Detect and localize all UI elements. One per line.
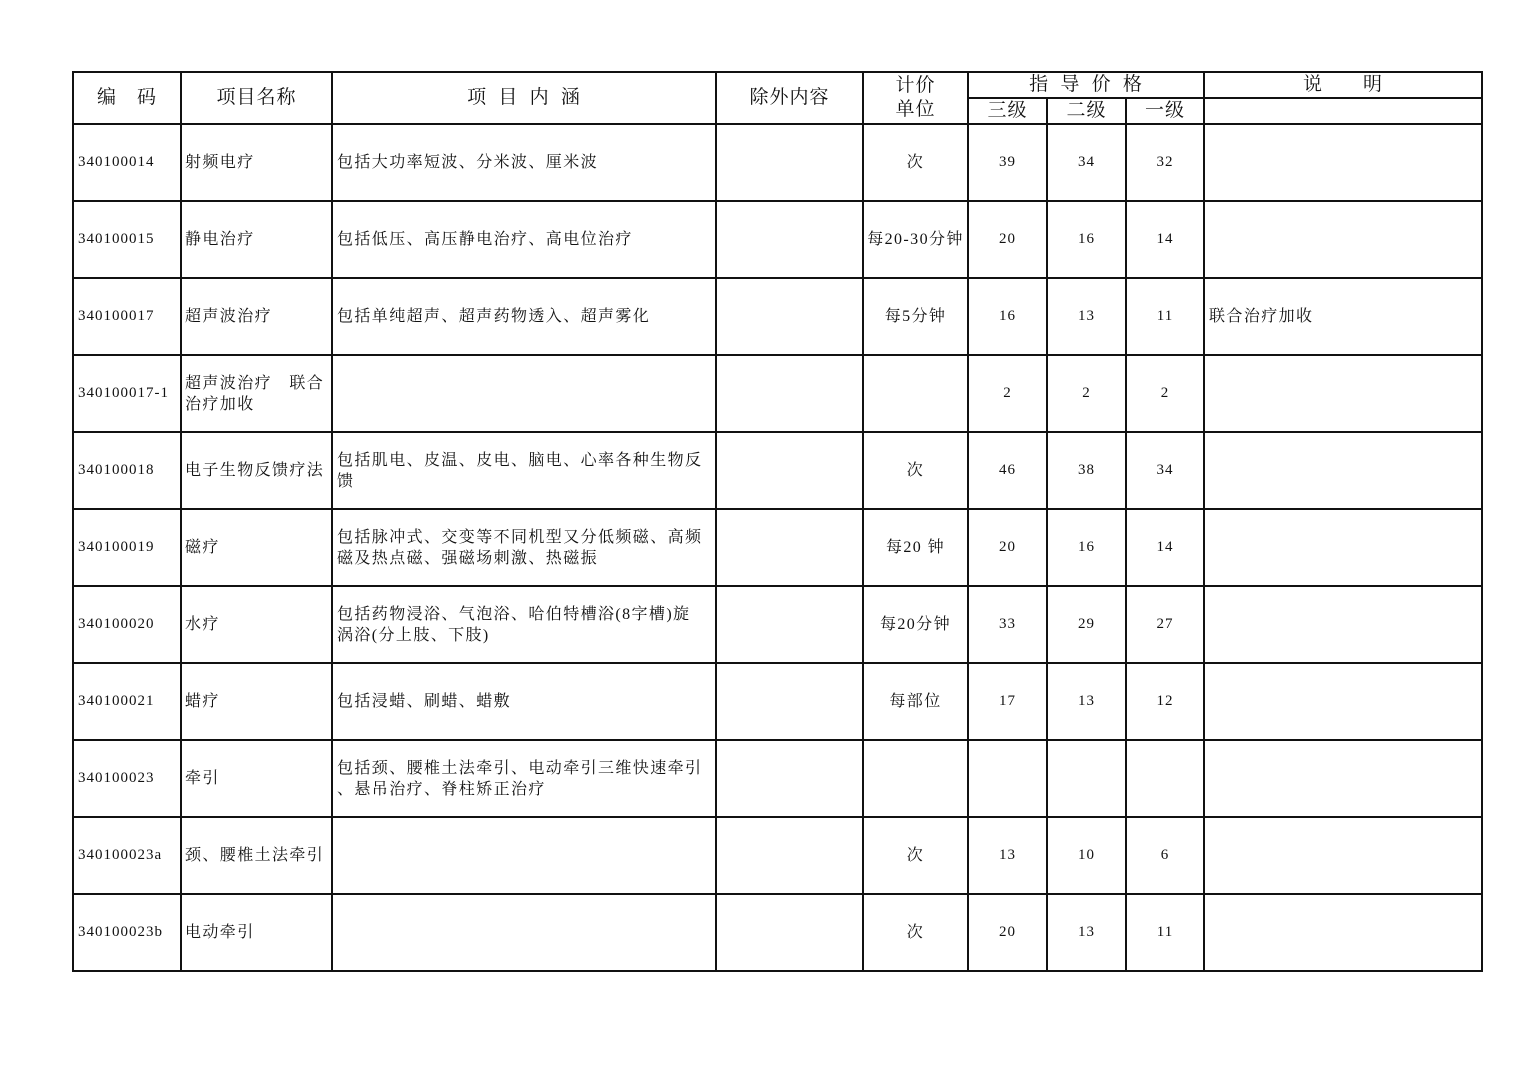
table-row: [73, 201, 1482, 278]
price-level-2: 38: [1047, 432, 1126, 509]
item-note: [1204, 817, 1482, 894]
item-code: 340100017: [73, 278, 181, 355]
price-level-1: 14: [1126, 509, 1204, 586]
item-name: 水疗: [181, 586, 332, 663]
table-row: [73, 432, 1482, 509]
item-code: 340100019: [73, 509, 181, 586]
price-level-2: 29: [1047, 586, 1126, 663]
price-level-1: 34: [1126, 432, 1204, 509]
price-level-3: 20: [968, 509, 1047, 586]
pricing-unit: 每部位: [863, 663, 968, 740]
header-pricing-unit: [863, 72, 968, 124]
price-level-2: 13: [1047, 894, 1126, 971]
item-name: 电子生物反馈疗法: [181, 432, 332, 509]
header-code: 编 码: [73, 72, 181, 124]
excluded-content: [716, 278, 863, 355]
item-content: [332, 817, 716, 894]
price-level-1: [1126, 740, 1204, 817]
item-name: 颈、腰椎土法牵引: [181, 817, 332, 894]
price-level-1: 32: [1126, 124, 1204, 201]
price-level-1: 6: [1126, 817, 1204, 894]
item-note: [1204, 740, 1482, 817]
price-level-3: 33: [968, 586, 1047, 663]
header-item-content: 项 目 内 涵: [332, 72, 716, 124]
item-name: 静电治疗: [181, 201, 332, 278]
item-code: 340100017-1: [73, 355, 181, 432]
table-row: [73, 124, 1482, 201]
item-note: [1204, 124, 1482, 201]
price-level-1: 27: [1126, 586, 1204, 663]
price-level-2: 13: [1047, 663, 1126, 740]
item-code: 340100023b: [73, 894, 181, 971]
item-note: [1204, 586, 1482, 663]
item-name: 射频电疗: [181, 124, 332, 201]
item-note: [1204, 663, 1482, 740]
table-body: [73, 124, 1482, 971]
item-note: [1204, 894, 1482, 971]
item-content: 包括低压、高压静电治疗、高电位治疗: [332, 201, 716, 278]
item-code: 340100021: [73, 663, 181, 740]
price-level-1: 14: [1126, 201, 1204, 278]
pricing-unit: 每20-30分钟: [863, 201, 968, 278]
price-level-2: 16: [1047, 509, 1126, 586]
header-excluded: 除外内容: [716, 72, 863, 124]
header-item-name: 项目名称: [181, 72, 332, 124]
price-level-3: 2: [968, 355, 1047, 432]
excluded-content: [716, 586, 863, 663]
pricing-unit: 次: [863, 817, 968, 894]
price-level-2: 34: [1047, 124, 1126, 201]
excluded-content: [716, 894, 863, 971]
item-content: 包括浸蜡、刷蜡、蜡敷: [332, 663, 716, 740]
header-pricing-unit-top: 计价: [895, 75, 936, 96]
excluded-content: [716, 432, 863, 509]
item-content: 包括大功率短波、分米波、厘米波: [332, 124, 716, 201]
item-note: [1204, 201, 1482, 278]
item-code: 340100023: [73, 740, 181, 817]
excluded-content: [716, 124, 863, 201]
table-row: [73, 894, 1482, 971]
header-level-2: 二级: [1047, 98, 1126, 124]
price-level-2: [1047, 740, 1126, 817]
price-level-3: 20: [968, 894, 1047, 971]
price-table: [72, 71, 1483, 972]
pricing-unit: 次: [863, 894, 968, 971]
item-code: 340100020: [73, 586, 181, 663]
excluded-content: [716, 509, 863, 586]
excluded-content: [716, 740, 863, 817]
pricing-unit: 次: [863, 432, 968, 509]
item-name: 磁疗: [181, 509, 332, 586]
pricing-unit: 次: [863, 124, 968, 201]
header-row: [73, 72, 1482, 98]
table-row: [73, 817, 1482, 894]
table-row: [73, 663, 1482, 740]
item-content: 包括单纯超声、超声药物透入、超声雾化: [332, 278, 716, 355]
table-header: [73, 72, 1482, 124]
header-note-sub: [1204, 98, 1482, 124]
price-level-1: 11: [1126, 894, 1204, 971]
item-code: 340100014: [73, 124, 181, 201]
table-row: [73, 278, 1482, 355]
item-code: 340100018: [73, 432, 181, 509]
item-name: 电动牵引: [181, 894, 332, 971]
item-content: [332, 894, 716, 971]
item-content: 包括脉冲式、交变等不同机型又分低频磁、高频磁及热点磁、强磁场刺激、热磁振: [332, 509, 716, 586]
price-level-3: 39: [968, 124, 1047, 201]
table-row: [73, 355, 1482, 432]
price-level-3: [968, 740, 1047, 817]
item-note: [1204, 432, 1482, 509]
excluded-content: [716, 201, 863, 278]
item-content: 包括肌电、皮温、皮电、脑电、心率各种生物反馈: [332, 432, 716, 509]
price-level-3: 13: [968, 817, 1047, 894]
pricing-unit: [863, 355, 968, 432]
item-name: 超声波治疗: [181, 278, 332, 355]
price-level-2: 16: [1047, 201, 1126, 278]
item-code: 340100015: [73, 201, 181, 278]
pricing-unit: 每20 钟: [863, 509, 968, 586]
pricing-unit: 每20分钟: [863, 586, 968, 663]
header-guide-price: 指 导 价 格: [968, 72, 1204, 98]
item-note: [1204, 509, 1482, 586]
item-name: 牵引: [181, 740, 332, 817]
excluded-content: [716, 355, 863, 432]
item-name: 蜡疗: [181, 663, 332, 740]
pricing-unit: [863, 740, 968, 817]
item-note: [1204, 355, 1482, 432]
item-name: 超声波治疗 联合治疗加收: [181, 355, 332, 432]
header-level-1: 一级: [1126, 98, 1204, 124]
excluded-content: [716, 817, 863, 894]
item-content: 包括药物浸浴、气泡浴、哈伯特槽浴(8字槽)旋涡浴(分上肢、下肢): [332, 586, 716, 663]
table-row: [73, 509, 1482, 586]
price-level-2: 13: [1047, 278, 1126, 355]
item-content: [332, 355, 716, 432]
price-level-2: 2: [1047, 355, 1126, 432]
price-level-3: 20: [968, 201, 1047, 278]
price-level-3: 46: [968, 432, 1047, 509]
table-row: [73, 586, 1482, 663]
price-level-3: 17: [968, 663, 1047, 740]
item-content: 包括颈、腰椎土法牵引、电动牵引三维快速牵引、悬吊治疗、脊柱矫正治疗: [332, 740, 716, 817]
item-note: 联合治疗加收: [1204, 278, 1482, 355]
item-code: 340100023a: [73, 817, 181, 894]
header-level-3: 三级: [968, 98, 1047, 124]
excluded-content: [716, 663, 863, 740]
price-level-2: 10: [1047, 817, 1126, 894]
price-level-1: 2: [1126, 355, 1204, 432]
header-note: 说 明: [1204, 72, 1482, 98]
header-pricing-unit-bottom: 单位: [895, 99, 936, 120]
price-level-1: 11: [1126, 278, 1204, 355]
price-level-3: 16: [968, 278, 1047, 355]
table-row: [73, 740, 1482, 817]
pricing-unit: 每5分钟: [863, 278, 968, 355]
price-level-1: 12: [1126, 663, 1204, 740]
